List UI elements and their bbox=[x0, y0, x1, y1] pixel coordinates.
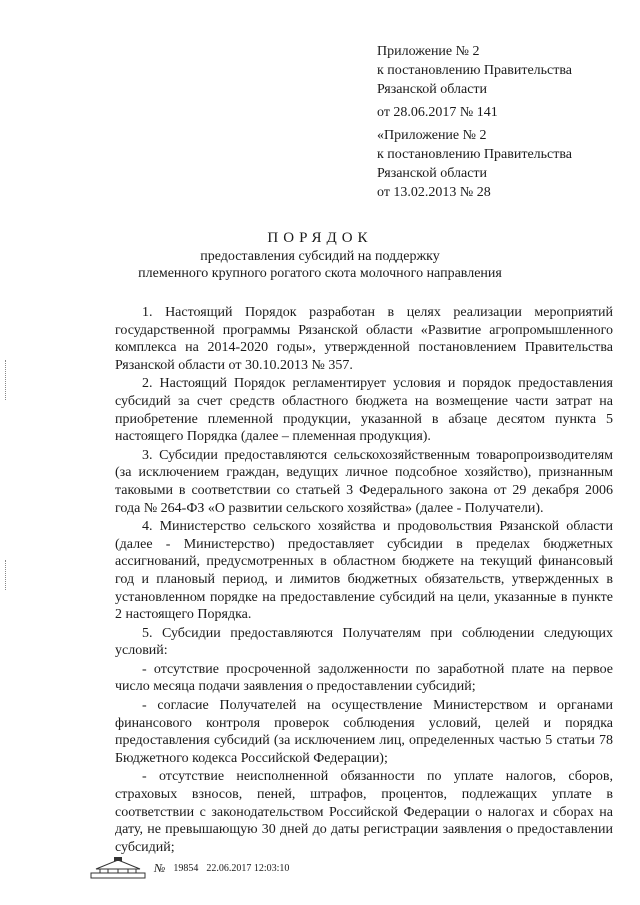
header-current-appendix bbox=[377, 42, 627, 122]
paragraph-1: 1. Настоящий Порядок разработан в целях реализации мероприятий государственной программы Рязанской области «Развитие агропромышленного комплекса на 2014-2020 годы», утвержденной постановлением Правительства Рязанской области от 30.10.2013 № 357. bbox=[115, 305, 613, 373]
building-stamp-icon bbox=[90, 857, 146, 879]
scan-edge-mark bbox=[5, 560, 12, 590]
condition-item: - отсутствие просроченной задолженности по заработной плате на первое число месяца подачи заявления о предоставлении субсидий; bbox=[115, 661, 613, 695]
header-line: от 13.02.2013 № 28 bbox=[377, 185, 491, 200]
header-original-appendix bbox=[377, 126, 627, 202]
subtitle-line-1: предоставления субсидий на поддержку bbox=[200, 249, 440, 264]
condition-item: - отсутствие неисполненной обязанности по уплате налогов, сборов, страховых взносов, пеней, штрафов, процентов, подлежащих уплате в соответствии с законодательством Российской Федерации о налогах и сборах на дату, не превышающую 30 дней до даты регистрации заявления о предоставлении субсидий; bbox=[115, 769, 613, 855]
registration-timestamp: 22.06.2017 12:03:10 bbox=[206, 862, 290, 874]
paragraph-2: 2. Настоящий Порядок регламентирует условия и порядок предоставления субсидий за счет средств областного бюджета на возмещение части затрат на приобретение племенной продукции, указанной в абзаце десятом пункта 5 настоящего Порядка (далее – племенная продукция). bbox=[115, 376, 613, 445]
registration-footer bbox=[90, 857, 289, 879]
condition-item: - согласие Получателей на осуществление Министерством и органами финансового контроля проверок соблюдения условий, целей и порядка предоставления субсидий (за исключением лиц, определенных частью 5 статьи 78 Бюджетного кодекса Российской Федерации); bbox=[115, 698, 613, 766]
paragraph-4: 4. Министерство сельского хозяйства и продовольствия Рязанской области (далее - Министерство) предоставляет субсидии в пределах бюджетных ассигнований, предусмотренных в областном бюджете на текущий финансовый год и плановый период, и лимитов бюджетных обязательств, утвержденных в установленном порядке на предоставление субсидий на цели, указанные в пункте 2 настоящего Порядка. bbox=[115, 519, 613, 623]
header-line: к постановлению Правительства bbox=[377, 63, 573, 78]
header-line: от 28.06.2017 № 141 bbox=[377, 105, 498, 120]
header-line: Рязанской области bbox=[377, 82, 488, 97]
header-line: Приложение № 2 bbox=[377, 44, 480, 59]
subtitle-line-2: племенного крупного рогатого скота молочного направления bbox=[138, 266, 502, 281]
paragraph-5: 5. Субсидии предоставляются Получателям при соблюдении следующих условий: bbox=[115, 625, 613, 659]
header-line: Рязанской области bbox=[377, 166, 488, 181]
document-body bbox=[115, 304, 613, 857]
header-line: «Приложение № 2 bbox=[377, 128, 487, 143]
document-subtitle bbox=[0, 248, 640, 282]
document-title: ПОРЯДОК bbox=[267, 230, 373, 246]
number-sign: № bbox=[154, 860, 166, 875]
scan-edge-mark bbox=[5, 360, 12, 400]
document-number: 19854 bbox=[173, 862, 199, 874]
header-line: к постановлению Правительства bbox=[377, 147, 573, 162]
paragraph-3: 3. Субсидии предоставляются сельскохозяйственным товаропроизводителям (за исключением граждан, ведущих личное подсобное хозяйство), признанным таковыми в соответствии со статьей 3 Федерального закона от 29 декабря 2006 года № 264-ФЗ «О развитии сельского хозяйства» (далее - Получатели). bbox=[115, 447, 613, 516]
